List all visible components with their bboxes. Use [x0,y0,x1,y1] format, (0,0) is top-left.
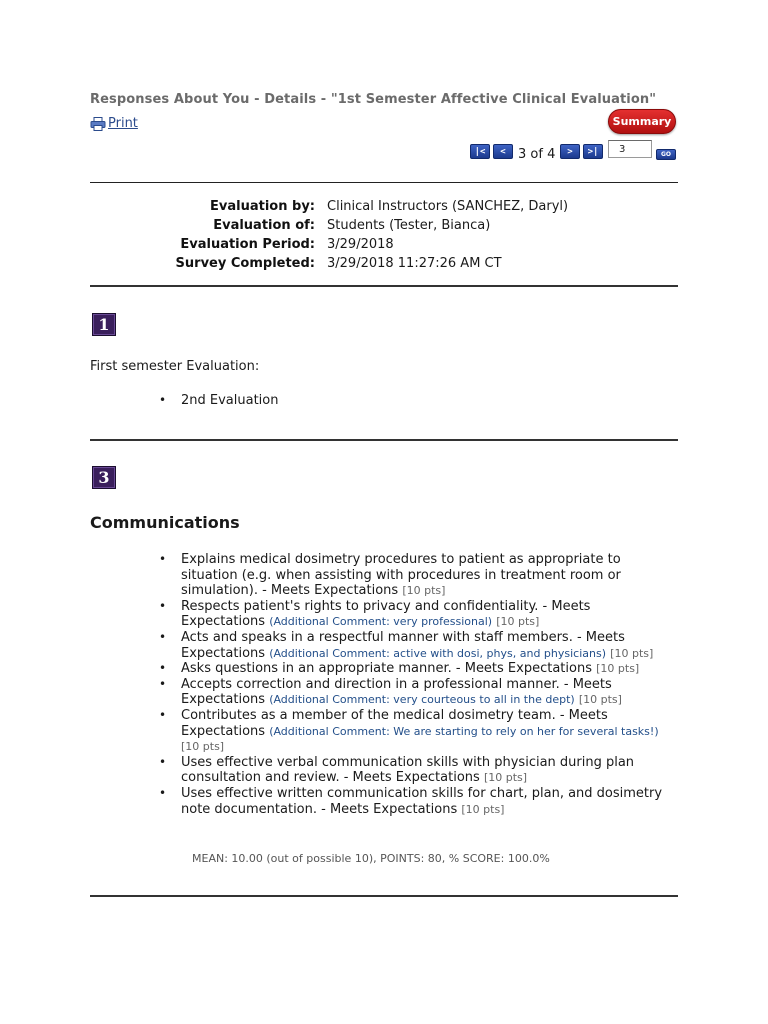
meta-label: Survey Completed: [175,256,315,271]
list-item [181,661,671,677]
item-comment: (Additional Comment: We are starting to rely on her for several tasks!) [269,724,659,738]
item-text: Acts and speaks in a respectful manner with staff members. - Meets Expectations [181,629,625,661]
score-summary: MEAN: 10.00 (out of possible 10), POINTS: 80, % SCORE: 100.0% [192,852,550,865]
go-button[interactable]: GO [656,149,676,160]
meta-row-survey-completed [90,256,678,275]
item-points: [10 pts] [610,646,654,660]
item-points: [10 pts] [483,771,528,785]
first-page-button[interactable]: |< [470,144,490,159]
divider [90,439,678,441]
meta-value: 3/29/2018 [327,237,394,252]
meta-row-evaluation-by [90,199,678,218]
item-points: [10 pts] [596,662,640,676]
list-item [181,786,671,817]
item-points: [10 pts] [578,693,622,707]
print-label: Print [108,116,138,131]
item-text: Contributes as a member of the medical dosimetry team. - Meets Expectations [181,707,608,739]
item-points: [10 pts] [181,740,225,754]
page-title: Responses About You - Details - "1st Semester Affective Clinical Evaluation" [90,92,657,107]
section-number-badge: 3 [92,466,116,489]
page-number-input[interactable] [608,140,652,158]
meta-label: Evaluation by: [210,199,315,214]
meta-label: Evaluation of: [213,218,315,233]
item-text: Asks questions in an appropriate manner. - Meets Expectations [181,661,592,677]
item-text: Accepts correction and direction in a professional manner. - Meets Expectations [181,676,612,708]
divider [90,182,678,183]
summary-button[interactable]: Summary [608,109,676,134]
item-text: Uses effective written communication skills for chart, plan, and dosimetry note documentation. - Meets Expectations [181,785,663,817]
item-comment: (Additional Comment: active with dosi, phys, and physicians) [269,646,607,660]
item-text: Uses effective verbal communication skills with physician during plan consultation and review. - Meets Expectations [181,754,635,786]
item-points: [10 pts] [402,584,446,598]
divider [90,285,678,287]
divider [90,895,678,897]
item-points: [10 pts] [496,615,540,629]
question-text: First semester Evaluation: [90,359,260,374]
list-item [181,599,671,630]
list-item [181,708,671,755]
meta-value: Clinical Instructors (SANCHEZ, Daryl) [327,199,569,214]
item-comment: (Additional Comment: very courteous to all in the dept) [269,693,575,707]
section-number-badge: 1 [92,313,116,336]
evaluation-meta [90,199,678,275]
list-item [181,630,671,661]
item-text: Respects patient's rights to privacy and confidentiality. - Meets Expectations [181,598,591,630]
list-item [181,677,671,708]
section-heading: Communications [90,513,240,532]
criteria-list [181,552,671,817]
meta-row-evaluation-period [90,237,678,256]
print-link[interactable] [90,116,138,131]
printer-icon [90,117,106,131]
next-page-button[interactable]: > [560,144,580,159]
item-comment: (Additional Comment: very professional) [269,615,493,629]
meta-value: Students (Tester, Bianca) [327,218,491,233]
item-points: [10 pts] [461,802,505,816]
list-item: • 2nd Evaluation [181,393,661,409]
meta-value: 3/29/2018 11:27:26 AM CT [327,256,502,271]
list-item [181,755,671,786]
meta-row-evaluation-of [90,218,678,237]
item-text: Explains medical dosimetry procedures to patient as appropriate to situation (e.g. when assisting with procedures in treatment room or simulation). - Meets Expectations [181,552,621,599]
list-item [181,552,671,599]
last-page-button[interactable]: >| [583,144,603,159]
meta-label: Evaluation Period: [180,237,315,252]
page-indicator: 3 of 4 [518,147,556,162]
previous-page-button[interactable]: < [493,144,513,159]
answer-list [181,393,661,409]
